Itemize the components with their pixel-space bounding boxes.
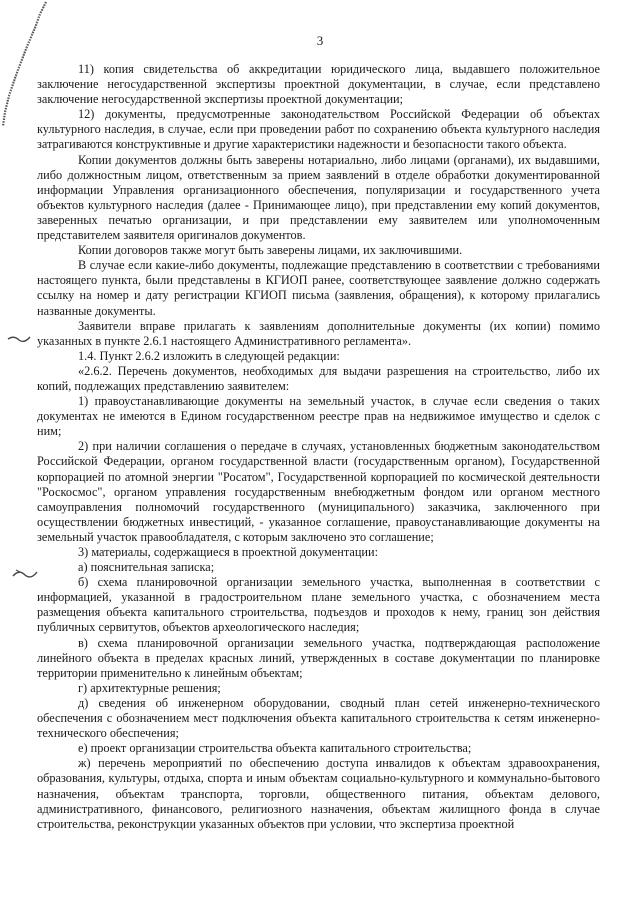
- margin-scribble: [6, 333, 32, 345]
- paragraph: б) схема планировочной организации земельного участка, выполненная в соответствии с информацией, указанной в градостроительном плане земельного участка, с обозначением места размещения объекта капитального строительства, подъездов и проходов к нему, границ зон действия публичных сервитутов, объектов археологического наследия;: [37, 575, 600, 635]
- paragraph: 2) при наличии соглашения о передаче в случаях, установленных бюджетным законодательством Российской Федерации, органом государственной власти (государственным органом), Государственной корпорацией по атомной энергии "Росатом", Государственной корпорацией по космической деятельности "Роскосмос", органом управления государственным внебюджетным фондом или органом местного самоуправления полномочий государственного (муниципального) заказчика, заключенного при осуществлении бюджетных инвестиций, - указанное соглашение, правоустанавливающие документы на земельный участок правообладателя, с которым заключено это соглашение;: [37, 439, 600, 544]
- paragraph: 11) копия свидетельства об аккредитации юридического лица, выдавшего положительное заключение негосударственной экспертизы проектной документации, в случае, если представлено заключение негосударственной экспертизы проектной документации;: [37, 62, 600, 107]
- paragraph: Копии договоров также могут быть заверены лицами, их заключившими.: [78, 243, 463, 258]
- page-number: 3: [316, 33, 324, 48]
- margin-scribble: [10, 566, 40, 582]
- document-body: [37, 62, 600, 832]
- paragraph: г) архитектурные решения;: [78, 680, 221, 695]
- paragraph: ж) перечень мероприятий по обеспечению доступа инвалидов к объектам здравоохранения, образования, культуры, отдыха, спорта и иным объектам социально-культурного и коммунально-бытового назначения, объектам транспорта, торговли, общественного питания, объектам делового, административного, финансового, религиозного назначения, объектам жилищного фонда в случае строительства, реконструкции указанных объектов при условии, что экспертиза проектной: [37, 756, 600, 831]
- paragraph: 12) документы, предусмотренные законодательством Российской Федерации об объектах культурного наследия, в случае, если при проведении работ по сохранению объекта культурного наследия затрагиваются конструктивные и другие характеристики надежности и безопасности такого объекта.: [37, 107, 600, 152]
- paragraph: Заявители вправе прилагать к заявлениям дополнительные документы (их копии) помимо указанных в пункте 2.6.1 настоящего Административного регламента».: [37, 318, 600, 348]
- paragraph: 1) правоустанавливающие документы на земельный участок, в случае если сведения о таких документах не имеются в Едином государственном реестре прав на недвижимое имущество и сделок с ним;: [37, 394, 600, 439]
- paragraph: В случае если какие-либо документы, подлежащие представлению в соответствии с требованиями настоящего пункта, были представлены в КГИОП ранее, соответствующее заявление должно содержать ссылку на номер и дату регистрации КГИОП письма (заявления, обращения), к которому прилагались названные документы.: [37, 258, 600, 318]
- paragraph: е) проект организации строительства объекта капитального строительства;: [78, 741, 472, 756]
- paragraph: д) сведения об инженерном оборудовании, сводный план сетей инженерно-технического обеспечения с обозначением мест подключения объекта капитального строительства к сетям инженерно-технического обеспечения;: [37, 695, 600, 741]
- paragraph: 1.4. Пункт 2.6.2 изложить в следующей редакции:: [78, 348, 340, 363]
- paragraph: «2.6.2. Перечень документов, необходимых для выдачи разрешения на строительство, либо их копий, подлежащих представлению заявителем:: [37, 363, 600, 393]
- paragraph: в) схема планировочной организации земельного участка, подтверждающая расположение линейного объекта в пределах красных линий, утвержденных в составе документации по планировке территории применительно к линейным объектам;: [37, 635, 600, 680]
- paragraph: а) пояснительная записка;: [78, 560, 215, 575]
- paragraph: Копии документов должны быть заверены нотариально, либо лицами (органами), их выдавшими, либо должностным лицом, ответственным за прием заявлений в отделе обработки документированной информации Управления организационного обеспечения, популяризации и государственного учета объектов культурного наследия (далее - Принимающее лицо), при представлении ему копий документов, заверенных печатью организации, и при представлении ему заявителем или уполномоченным представителем заявителя оригиналов документов.: [37, 152, 600, 243]
- paragraph: 3) материалы, содержащиеся в проектной документации:: [78, 545, 378, 559]
